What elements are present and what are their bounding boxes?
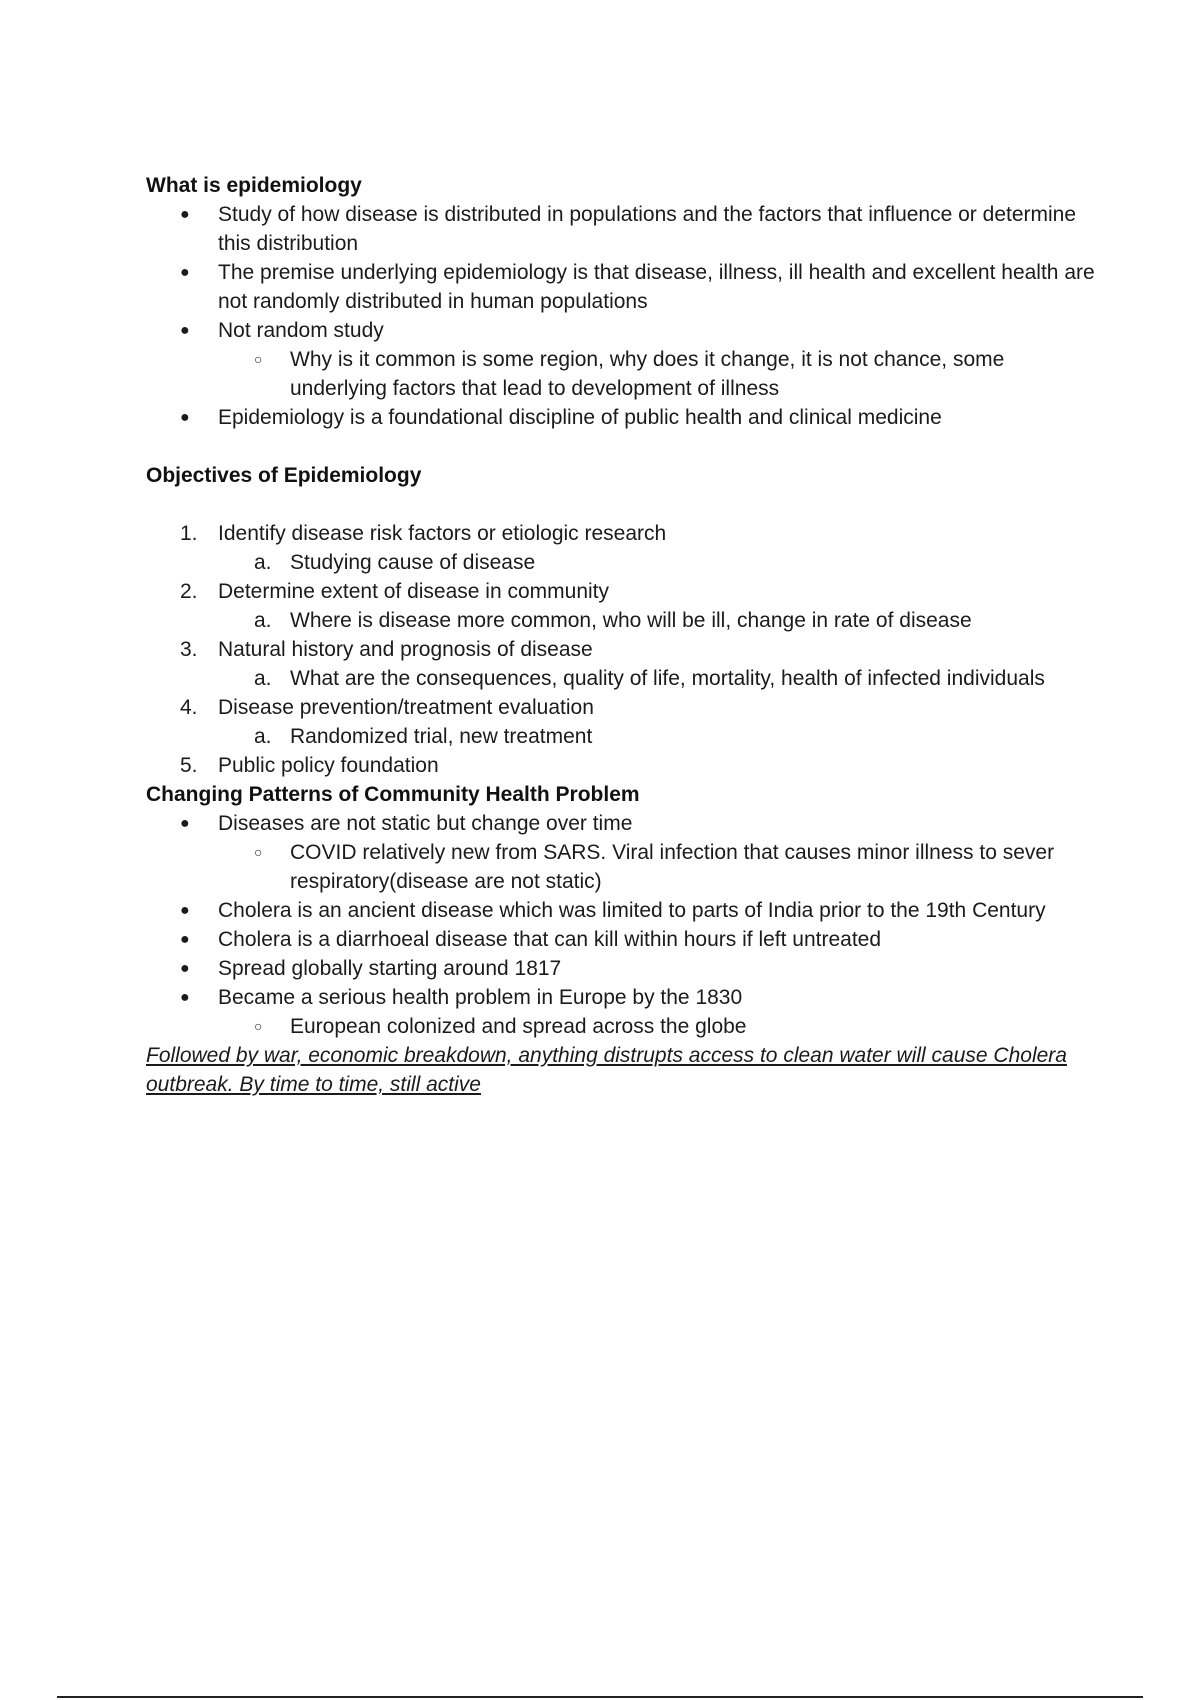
document-body — [146, 171, 1106, 1099]
list-item-text: Diseases are not static but change over time — [218, 812, 633, 835]
number-marker: 1. — [180, 522, 198, 545]
bullet-icon: ● — [180, 264, 190, 281]
list-item-text: Public policy foundation — [218, 754, 439, 777]
numbered-item — [146, 519, 1106, 548]
spacer — [146, 490, 1106, 519]
list-item-text: Identify disease risk factors or etiologic research — [218, 522, 667, 545]
list-item-text: Not random study — [218, 319, 384, 342]
bullet-icon: ● — [180, 322, 190, 339]
lettered-item — [146, 548, 1106, 577]
bullet-icon: ● — [180, 902, 190, 919]
list-item-text: Where is disease more common, who will be ill, change in rate of disease — [290, 609, 972, 632]
circle-bullet-icon: ○ — [254, 844, 263, 860]
list-item-text: Spread globally starting around 1817 — [218, 957, 562, 980]
number-marker: 4. — [180, 696, 198, 719]
numbered-item — [146, 635, 1106, 664]
circle-bullet-icon: ○ — [254, 351, 263, 367]
bullet-icon: ● — [180, 815, 190, 832]
numbered-item — [146, 751, 1106, 780]
closing-note: Followed by war, economic breakdown, anything distrupts access to clean water will cause Cholera outbreak. By time to time, still active — [146, 1044, 1067, 1096]
list-item-text: Epidemiology is a foundational discipline of public health and clinical medicine — [218, 406, 942, 429]
list-item — [146, 925, 1106, 954]
bullet-icon: ● — [180, 206, 190, 223]
list-item-text: European colonized and spread across the globe — [290, 1015, 747, 1038]
list-item-text: The premise underlying epidemiology is that disease, illness, ill health and excellent health are not randomly distributed in human populations — [218, 261, 1095, 313]
lettered-item — [146, 664, 1106, 693]
list-item-text: Natural history and prognosis of disease — [218, 638, 593, 661]
list-item — [146, 316, 1106, 345]
letter-marker: a. — [254, 725, 272, 748]
list-item-text: Determine extent of disease in community — [218, 580, 610, 603]
number-marker: 5. — [180, 754, 198, 777]
sub-list-item — [146, 345, 1106, 403]
heading-what-is-epidemiology: What is epidemiology — [146, 174, 362, 197]
circle-bullet-icon: ○ — [254, 1018, 263, 1034]
bullet-icon: ● — [180, 960, 190, 977]
list-item-text: Disease prevention/treatment evaluation — [218, 696, 594, 719]
letter-marker: a. — [254, 609, 272, 632]
list-item — [146, 809, 1106, 838]
number-marker: 3. — [180, 638, 198, 661]
bullet-icon: ● — [180, 989, 190, 1006]
lettered-item — [146, 722, 1106, 751]
bullet-icon: ● — [180, 409, 190, 426]
heading-objectives: Objectives of Epidemiology — [146, 464, 422, 487]
list-item-text: What are the consequences, quality of life, mortality, health of infected individuals — [290, 667, 1045, 690]
numbered-item — [146, 693, 1106, 722]
list-item — [146, 258, 1106, 316]
heading-changing-patterns: Changing Patterns of Community Health Problem — [146, 783, 640, 806]
list-item-text: COVID relatively new from SARS. Viral infection that causes minor illness to sever respiratory(disease are not static) — [290, 841, 1055, 893]
list-item-text: Cholera is a diarrhoeal disease that can kill within hours if left untreated — [218, 928, 882, 951]
lettered-item — [146, 606, 1106, 635]
letter-marker: a. — [254, 667, 272, 690]
sub-list-item — [146, 1012, 1106, 1041]
list-item — [146, 896, 1106, 925]
list-item — [146, 403, 1106, 432]
number-marker: 2. — [180, 580, 198, 603]
list-item-text: Cholera is an ancient disease which was limited to parts of India prior to the 19th Century — [218, 899, 1046, 922]
sub-list-item — [146, 838, 1106, 896]
list-item-text: Became a serious health problem in Europe by the 1830 — [218, 986, 743, 1009]
numbered-item — [146, 577, 1106, 606]
list-item — [146, 200, 1106, 258]
list-item-text: Randomized trial, new treatment — [290, 725, 593, 748]
list-item — [146, 954, 1106, 983]
list-item-text: Studying cause of disease — [290, 551, 536, 574]
list-item-text: Why is it common is some region, why does it change, it is not chance, some underlying factors that lead to development of illness — [290, 348, 1005, 400]
letter-marker: a. — [254, 551, 272, 574]
bullet-icon: ● — [180, 931, 190, 948]
list-item-text: Study of how disease is distributed in populations and the factors that influence or determine this distribution — [218, 203, 1077, 255]
footer-divider — [57, 1696, 1143, 1698]
list-item — [146, 983, 1106, 1012]
spacer — [146, 432, 1106, 461]
